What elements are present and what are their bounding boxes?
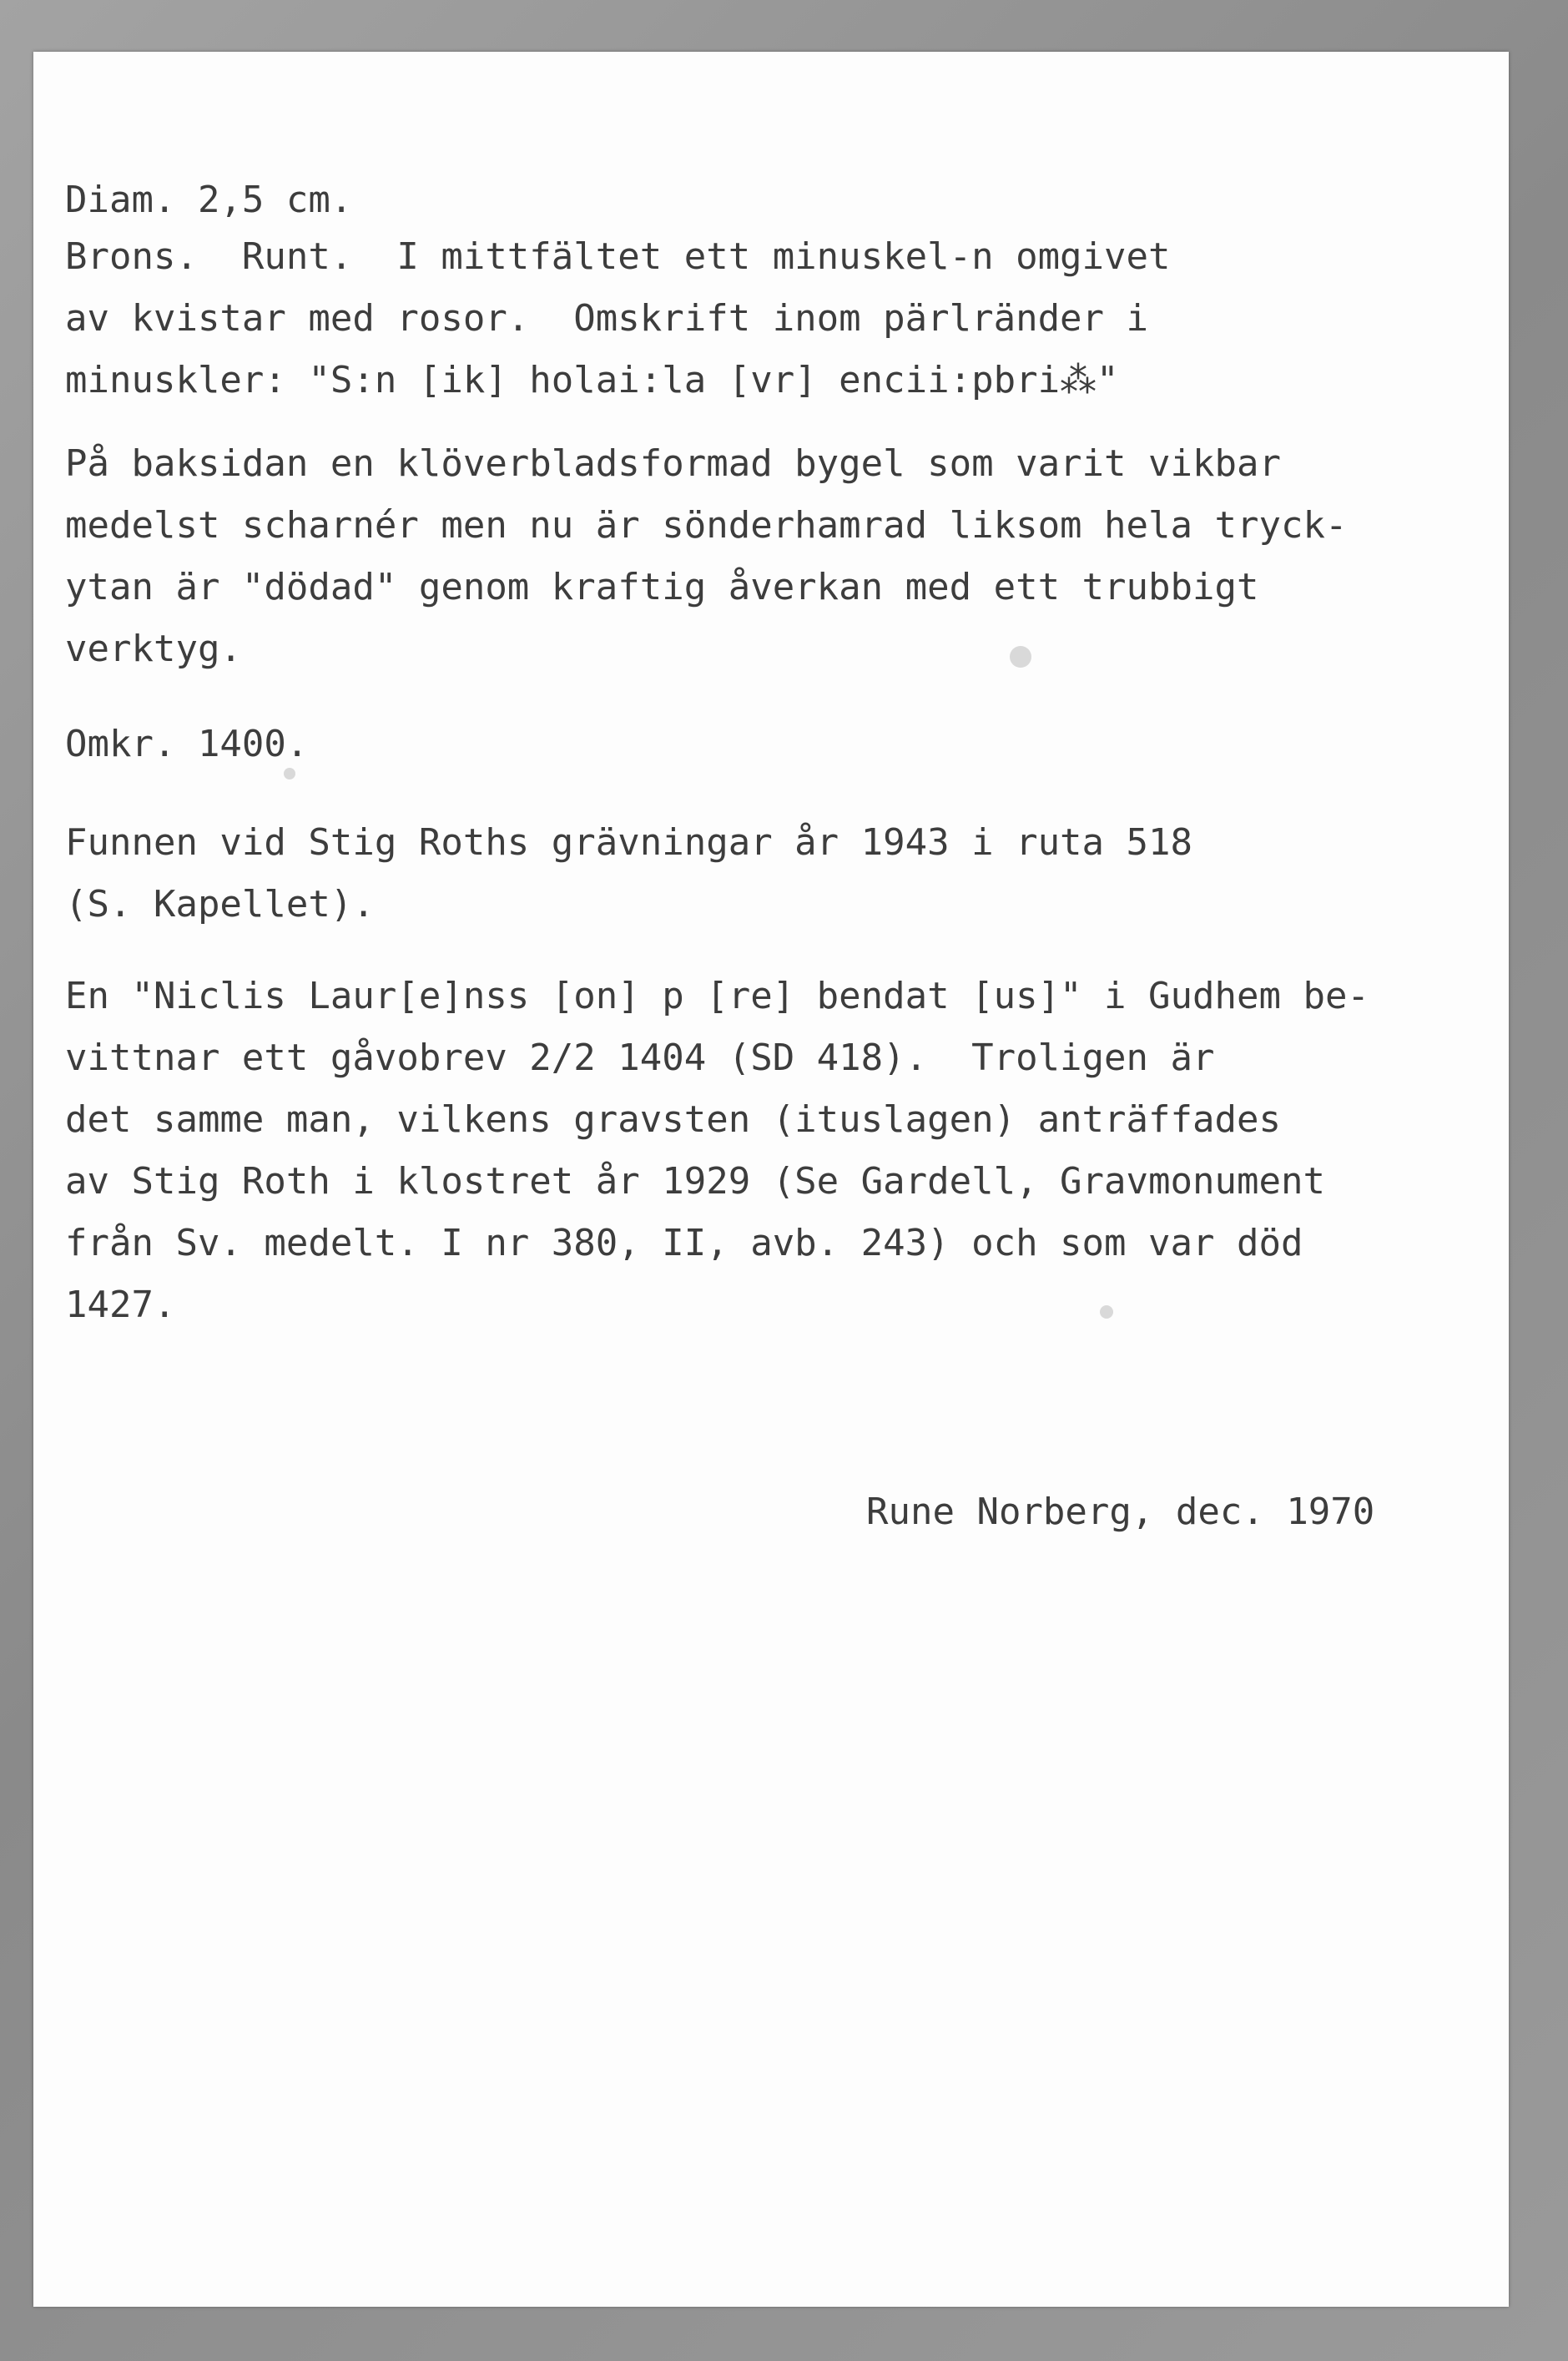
text-line-reverse-4: verktyg.: [65, 628, 242, 670]
text-line-reverse-3: ytan är "dödad" genom kraftig åverkan med ett trubbigt: [65, 566, 1259, 608]
text-line-history-4: av Stig Roth i klostret år 1929 (Se Gardell, Gravmonument: [65, 1160, 1325, 1203]
text-line-reverse-1: På baksidan en klöverbladsformad bygel som varit vikbar: [65, 442, 1281, 485]
paper-speck: [1100, 1305, 1113, 1319]
paper-speck: [1010, 646, 1031, 668]
text-line-history-5: från Sv. medelt. I nr 380, II, avb. 243) och som var död: [65, 1222, 1303, 1264]
text-line-date: Omkr. 1400.: [65, 723, 309, 765]
signature: Rune Norberg, dec. 1970: [866, 1491, 1375, 1533]
text-line-find-1: Funnen vid Stig Roths grävningar år 1943 i ruta 518: [65, 821, 1193, 864]
text-line-find-2: (S. Kapellet).: [65, 883, 375, 926]
text-line-material: Brons. Runt. I mittfältet ett minuskel-n omgivet: [65, 235, 1171, 278]
paper-speck: [284, 768, 295, 779]
text-line-reverse-2: medelst scharnér men nu är sönderhamrad liksom hela tryck-: [65, 504, 1348, 547]
text-line-history-3: det samme man, vilkens gravsten (ituslagen) anträffades: [65, 1098, 1281, 1141]
catalog-card: [33, 52, 1509, 2307]
text-line-history-6: 1427.: [65, 1284, 176, 1326]
text-line-diameter: Diam. 2,5 cm.: [65, 179, 353, 221]
text-line-decoration: av kvistar med rosor. Omskrift inom pärlränder i: [65, 297, 1149, 340]
text-line-inscription: minuskler: "S:n [ik] holai:la [vr] encii:pbri⁂": [65, 359, 1119, 401]
text-line-history-2: vittnar ett gåvobrev 2/2 1404 (SD 418). Troligen är: [65, 1037, 1215, 1079]
text-line-history-1: En "Niclis Laur[e]nss [on] p [re] bendat [us]" i Gudhem be-: [65, 975, 1369, 1017]
